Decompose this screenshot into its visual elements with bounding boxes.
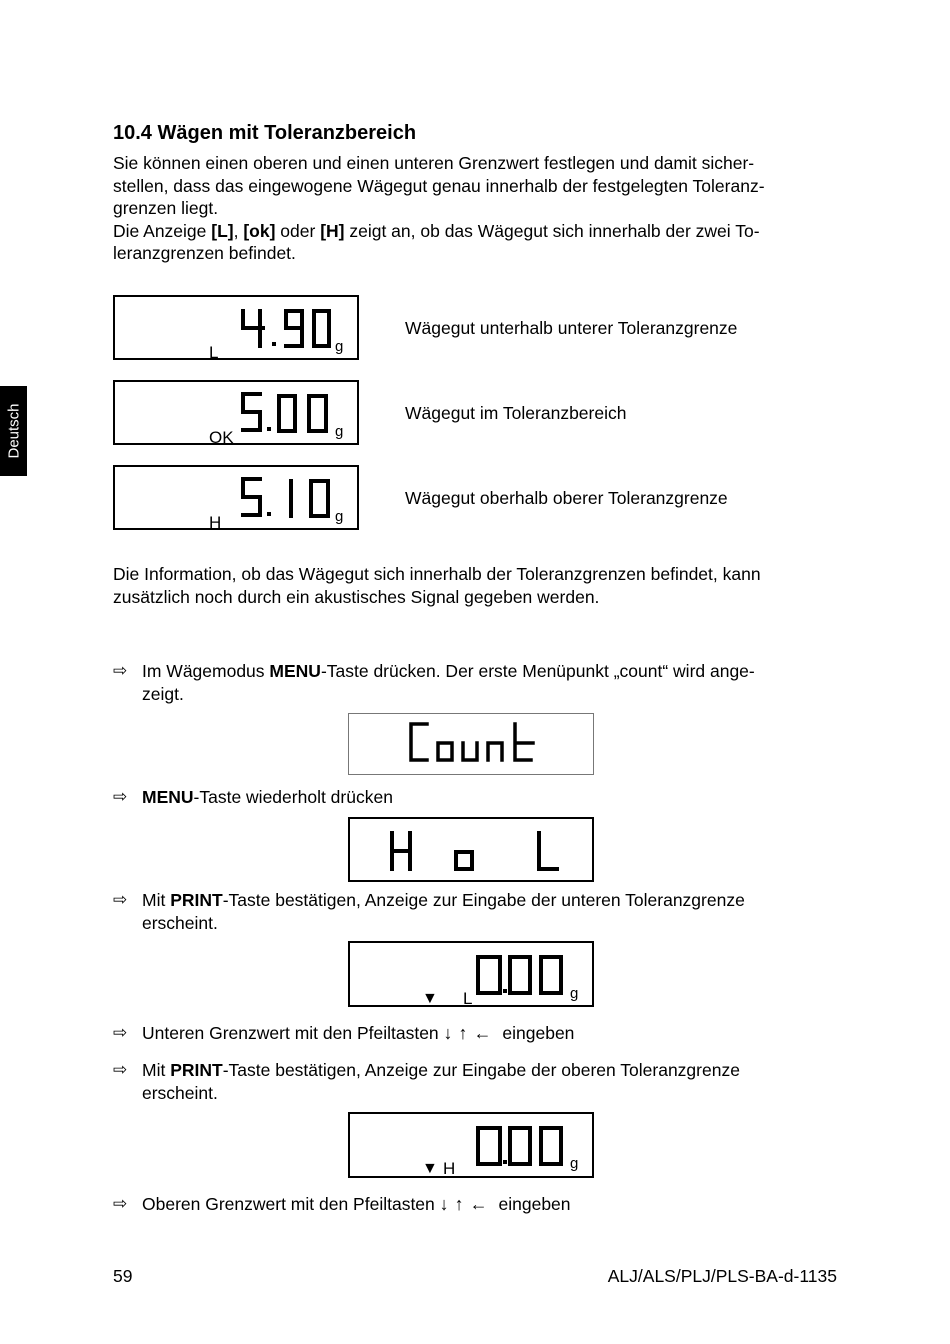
lcd-display-ok xyxy=(113,380,359,445)
indicator-line-2: leranzgrenzen befindet. xyxy=(113,243,296,263)
step-text xyxy=(142,889,838,934)
caption-over: Wägegut oberhalb oberer Toleranzgrenze xyxy=(405,488,728,508)
lcd-lower-digits xyxy=(350,943,596,1009)
step-arrow-icon: ⇨ xyxy=(113,1060,128,1079)
lcd-indicator: L xyxy=(463,989,473,1008)
lcd-digits-over xyxy=(115,467,361,532)
step-text-part: -Taste wiederholt drücken xyxy=(193,787,393,807)
lcd-digits-ok xyxy=(115,382,361,447)
step-text-part: erscheint. xyxy=(142,1082,218,1103)
step-text-part: Im Wägemodus xyxy=(142,661,270,681)
lcd-count-text xyxy=(349,714,595,776)
indicator-text: Die Anzeige xyxy=(113,220,212,241)
step-text-part: Unteren Grenzwert mit den Pfeiltasten xyxy=(142,1023,444,1043)
menu-key-label: MENU xyxy=(269,661,321,681)
step-menu xyxy=(113,660,838,705)
step-text-part: Mit xyxy=(142,1060,171,1080)
step-text xyxy=(142,1022,838,1045)
lcd-count xyxy=(348,713,594,775)
step-print-lower xyxy=(113,889,838,934)
step-text-part: Oberen Grenzwert mit den Pfeiltasten xyxy=(142,1194,440,1214)
step-text-part: zeigt. xyxy=(142,683,184,704)
indicator-text: oder xyxy=(275,220,321,241)
lcd-indicator: L xyxy=(209,343,219,362)
step-text-part: Mit xyxy=(142,890,171,910)
down-triangle-icon: ▼ xyxy=(422,1160,438,1177)
step-text-part: eingeben xyxy=(497,1023,575,1043)
step-print-upper xyxy=(113,1059,838,1104)
step-text xyxy=(142,660,838,705)
indicator-l: [L] xyxy=(211,220,234,241)
section-heading: 10.4 Wägen mit Toleranzbereich xyxy=(113,122,417,144)
indicator-text: zeigt an, ob das Wägegut sich innerhalb der zwei To- xyxy=(344,220,760,241)
intro-line-3: grenzen liegt. xyxy=(113,198,219,218)
intro-line-2: stellen, dass das eingewogene Wägegut genau innerhalb der festgelegten Toleranz- xyxy=(113,175,765,196)
step-enter-lower xyxy=(113,1022,838,1045)
language-tab xyxy=(0,386,27,476)
indicator-ok: [ok] xyxy=(243,220,276,241)
step-text-part: erscheint. xyxy=(142,912,218,933)
caption-ok: Wägegut im Toleranzbereich xyxy=(405,403,627,423)
lcd-indicator: OK xyxy=(209,428,234,447)
step-arrow-icon: ⇨ xyxy=(113,661,128,680)
print-key-label: PRINT xyxy=(170,1060,223,1080)
lcd-digits-under xyxy=(115,297,361,362)
step-text-part: -Taste bestätigen, Anzeige zur Eingabe der unteren Toleranzgrenze xyxy=(222,890,745,910)
arrow-keys-icon: ↓↑← xyxy=(443,1023,498,1043)
lcd-unit: g xyxy=(335,423,344,440)
lcd-unit: g xyxy=(570,985,579,1002)
step-text xyxy=(142,1059,838,1104)
caption-under: Wägegut unterhalb unterer Toleranzgrenze xyxy=(405,318,738,338)
lcd-unit: g xyxy=(335,338,344,355)
step-enter-upper xyxy=(113,1193,838,1216)
down-triangle-icon: ▼ xyxy=(422,990,438,1007)
step-text-part: -Taste bestätigen, Anzeige zur Eingabe der oberen Toleranzgrenze xyxy=(222,1060,740,1080)
intro-paragraph xyxy=(113,152,838,265)
step-arrow-icon: ⇨ xyxy=(113,890,128,909)
step-arrow-icon: ⇨ xyxy=(113,1194,128,1213)
lcd-hol xyxy=(348,817,594,882)
lcd-indicator: H xyxy=(443,1159,456,1178)
lcd-hol-text xyxy=(350,819,596,884)
step-arrow-icon: ⇨ xyxy=(113,787,128,806)
info-paragraph xyxy=(113,563,838,608)
step-arrow-icon: ⇨ xyxy=(113,1023,128,1042)
document-id: ALJ/ALS/PLJ/PLS-BA-d-1135 xyxy=(607,1266,837,1286)
lcd-unit: g xyxy=(570,1155,579,1172)
menu-key-label: MENU xyxy=(142,787,194,807)
indicator-text: , xyxy=(233,220,244,241)
step-text xyxy=(142,1193,838,1216)
lcd-upper-limit xyxy=(348,1112,594,1178)
language-tab-label: Deutsch xyxy=(5,403,22,459)
indicator-h: [H] xyxy=(320,220,345,241)
print-key-label: PRINT xyxy=(170,890,223,910)
lcd-unit: g xyxy=(335,508,344,525)
step-text-part: -Taste drücken. Der erste Menüpunkt „count“ wird ange- xyxy=(320,661,755,681)
lcd-upper-digits xyxy=(350,1114,596,1180)
lcd-lower-limit xyxy=(348,941,594,1007)
intro-line-1: Sie können einen oberen und einen unteren Grenzwert festlegen und damit sicher- xyxy=(113,153,755,173)
step-menu-repeat xyxy=(113,786,838,809)
page-number: 59 xyxy=(113,1266,133,1286)
lcd-indicator: H xyxy=(209,513,222,532)
step-text-part: eingeben xyxy=(493,1194,571,1214)
step-text xyxy=(142,786,838,809)
info-line-1: Die Information, ob das Wägegut sich innerhalb der Toleranzgrenzen befindet, kann xyxy=(113,564,761,584)
info-line-2: zusätzlich noch durch ein akustisches Signal gegeben werden. xyxy=(113,586,600,607)
lcd-display-over xyxy=(113,465,359,530)
lcd-display-under xyxy=(113,295,359,360)
arrow-keys-icon: ↓↑← xyxy=(439,1194,494,1214)
